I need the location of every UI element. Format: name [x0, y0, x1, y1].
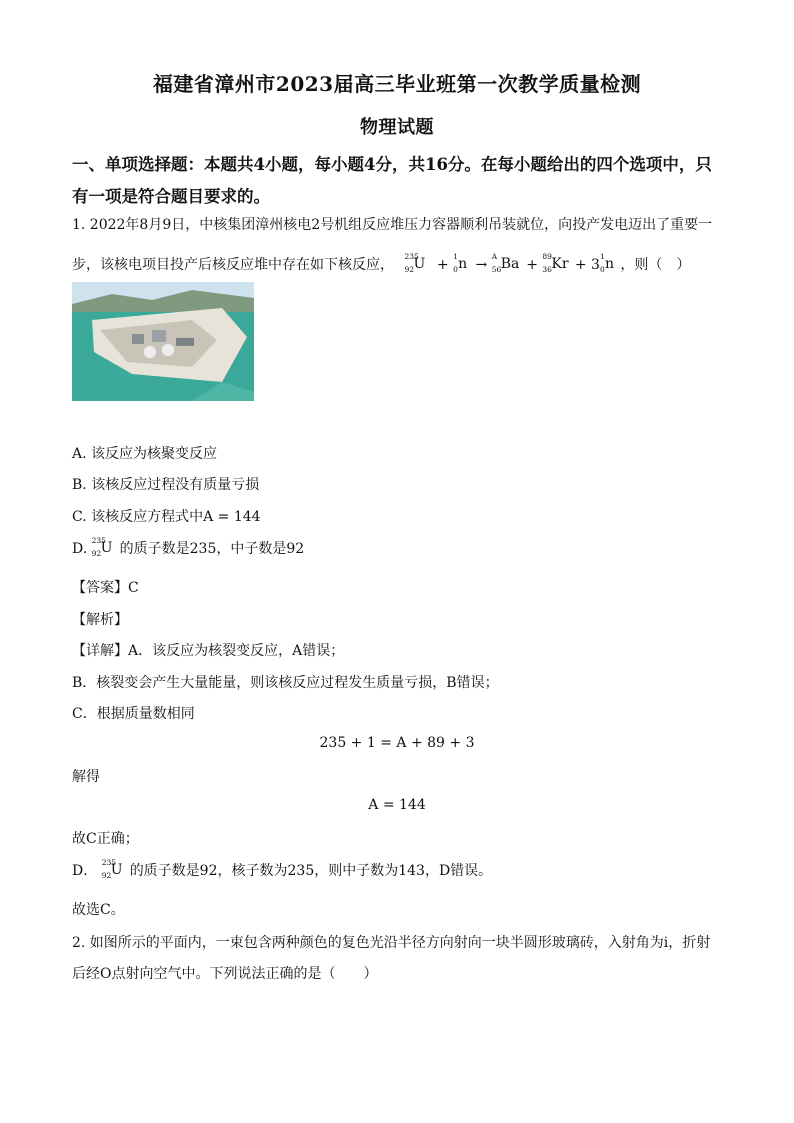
- barium-nuclide: A 56 Ba: [491, 252, 520, 274]
- nuclear-equation: [404, 252, 620, 274]
- answer-line: 【答案】C: [72, 580, 139, 596]
- uranium-nuclide: 235 92 U: [91, 536, 113, 558]
- neutron-nuclide: 1 0 n: [453, 252, 468, 274]
- uranium-nuclide: 235 92 U: [101, 858, 123, 880]
- option-a: A. 该反应为核聚变反应: [72, 446, 218, 462]
- section-heading-line2: 有一项是符合题目要求的。: [72, 187, 270, 206]
- nuclear-plant-photo-icon: [72, 282, 254, 401]
- uranium-nuclide: 235 92 U: [404, 252, 426, 274]
- detail-a: 【详解】A．该反应为核裂变反应，A错误；: [72, 643, 345, 659]
- detail-c: C．根据质量数相同: [72, 706, 195, 722]
- c-correct: 故C正确；: [72, 831, 139, 847]
- page-subtitle: 物理试题: [360, 117, 434, 138]
- plus-sign: +: [574, 257, 587, 273]
- choose-line: 故选C。: [72, 902, 125, 918]
- detail-d: D． 235 92 U 的质子数是92，核子数为235，则中子数为143，D错误。: [72, 858, 493, 880]
- nuclear-plant-photo: [72, 282, 254, 401]
- arrow-symbol: →: [475, 257, 488, 273]
- coefficient: 3: [591, 257, 600, 273]
- section-heading-line1: 一、单项选择题：本题共4小题，每小题4分，共16分。在每小题给出的四个选项中，只: [72, 155, 712, 174]
- analysis-label: 【解析】: [72, 612, 128, 628]
- question1-stem-text: 步，该核电项目投产后核反应堆中存在如下核反应，: [72, 257, 394, 273]
- detail-b: B．核裂变会产生大量能量，则该核反应过程发生质量亏损，B错误；: [72, 675, 499, 691]
- question1-stem-end: ，则（ ）: [620, 257, 691, 273]
- neutron-nuclide: 1 0 n: [599, 252, 614, 274]
- page-title: 福建省漳州市2023届高三毕业班第一次教学质量检测: [152, 72, 642, 96]
- question1-stem-line2: [72, 254, 690, 274]
- question2-stem-line1: 2. 如图所示的平面内，一束包含两种颜色的复色光沿半径方向射向一块半圆形玻璃砖，入射角为i，折射: [72, 935, 711, 951]
- question1-stem-line1: 1. 2022年8月9日，中核集团漳州核电2号机组反应堆压力容器顺利吊装就位，向投产发电迈出了重要一: [72, 217, 713, 233]
- question2-stem-line2: 后经O点射向空气中。下列说法正确的是（ ）: [72, 966, 378, 982]
- option-d: D. 235 92 U 的质子数是235，中子数是92: [72, 536, 305, 558]
- solve-label: 解得: [72, 769, 100, 785]
- option-c: C. 该核反应方程式中A = 144: [72, 509, 261, 525]
- plus-sign: +: [526, 257, 538, 273]
- plus-sign: +: [436, 257, 449, 273]
- krypton-nuclide: 89 36 Kr: [542, 252, 569, 274]
- equation-result: A = 144: [368, 797, 426, 813]
- equation-mass-number: 235 + 1 = A + 89 + 3: [319, 735, 475, 751]
- option-b: B. 该核反应过程没有质量亏损: [72, 477, 260, 493]
